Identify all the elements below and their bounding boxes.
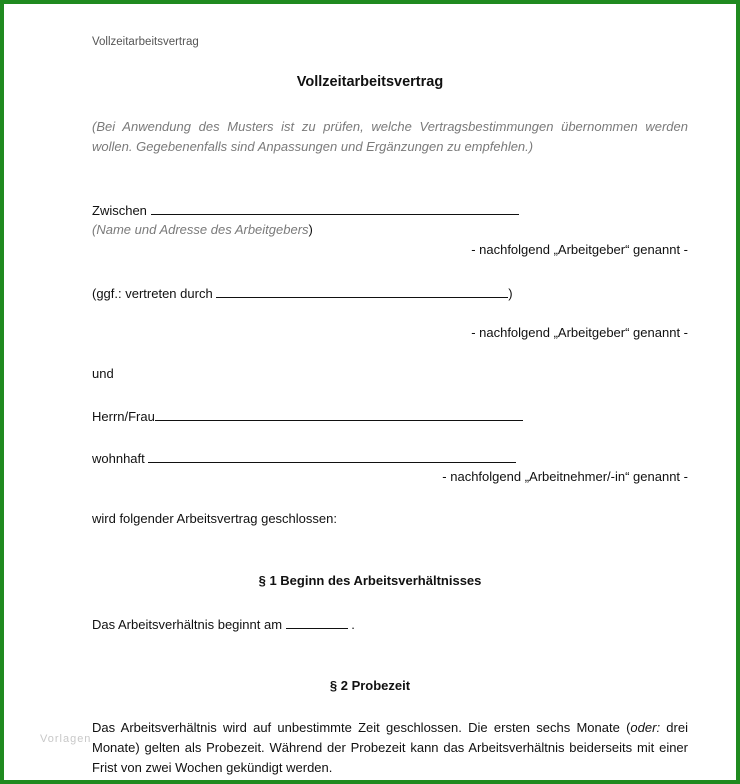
section-1-text: Das Arbeitsverhältnis beginnt am — [92, 617, 283, 632]
arbeitnehmer-genannt: - nachfolgend „Arbeitnehmer/-in“ genannt - — [442, 469, 688, 484]
start-date-blank[interactable] — [286, 615, 348, 629]
representative-blank[interactable] — [216, 284, 508, 298]
vertreten-line — [92, 284, 513, 301]
section-1-end: . — [351, 617, 355, 632]
watermark-text: Vorlagen — [40, 733, 92, 745]
section-1-line — [92, 615, 355, 632]
herrn-frau-line — [92, 407, 523, 424]
section-1-title: § 1 Beginn des Arbeitsverhältnisses — [258, 573, 482, 588]
herrn-frau-label: Herrn/Frau — [92, 409, 155, 424]
wohnhaft-line — [92, 449, 516, 466]
usage-note: (Bei Anwendung des Musters ist zu prüfen, welche Vertragsbestimmungen übernommen werden wollen. Gegebenenfalls sind Anpassungen und Ergänzungen zu empfehlen.) — [92, 119, 688, 154]
und-text: und — [92, 366, 114, 381]
running-header: Vollzeitarbeitsvertrag — [92, 36, 199, 48]
section-2-oder: oder: — [630, 720, 661, 735]
address-blank[interactable] — [148, 449, 516, 463]
section-2-part-1: Das Arbeitsverhältnis wird auf unbestimmte Zeit geschlossen. Die ersten sechs Monate ( — [92, 720, 631, 735]
arbeitgeber-genannt-2: - nachfolgend „Arbeitgeber“ genannt - — [471, 325, 688, 340]
document-title: Vollzeitarbeitsvertrag — [296, 74, 444, 90]
section-2-part-2: drei Monate) gelten als Probezeit. Während der Probezeit kann das Arbeitsverhältnis beiderseits mit einer Frist von zwei Wochen gekündigt werden. — [92, 720, 688, 775]
employer-hint — [92, 222, 313, 237]
geschlossen-text: wird folgender Arbeitsvertrag geschlossen: — [92, 511, 337, 526]
employer-blank[interactable] — [151, 201, 519, 215]
arbeitgeber-genannt-1: - nachfolgend „Arbeitgeber“ genannt - — [471, 242, 688, 257]
employee-name-blank[interactable] — [155, 407, 523, 421]
wohnhaft-label: wohnhaft — [92, 451, 145, 466]
zwischen-line — [92, 201, 519, 218]
vertreten-close: ) — [508, 286, 513, 301]
vertreten-label: (ggf.: vertreten durch — [92, 286, 213, 301]
zwischen-label: Zwischen — [92, 203, 147, 218]
section-2-paragraph — [92, 718, 688, 778]
employer-hint-text: (Name und Adresse des Arbeitgebers — [92, 222, 309, 237]
employer-hint-close: ) — [308, 222, 313, 237]
section-2-title: § 2 Probezeit — [329, 678, 411, 693]
